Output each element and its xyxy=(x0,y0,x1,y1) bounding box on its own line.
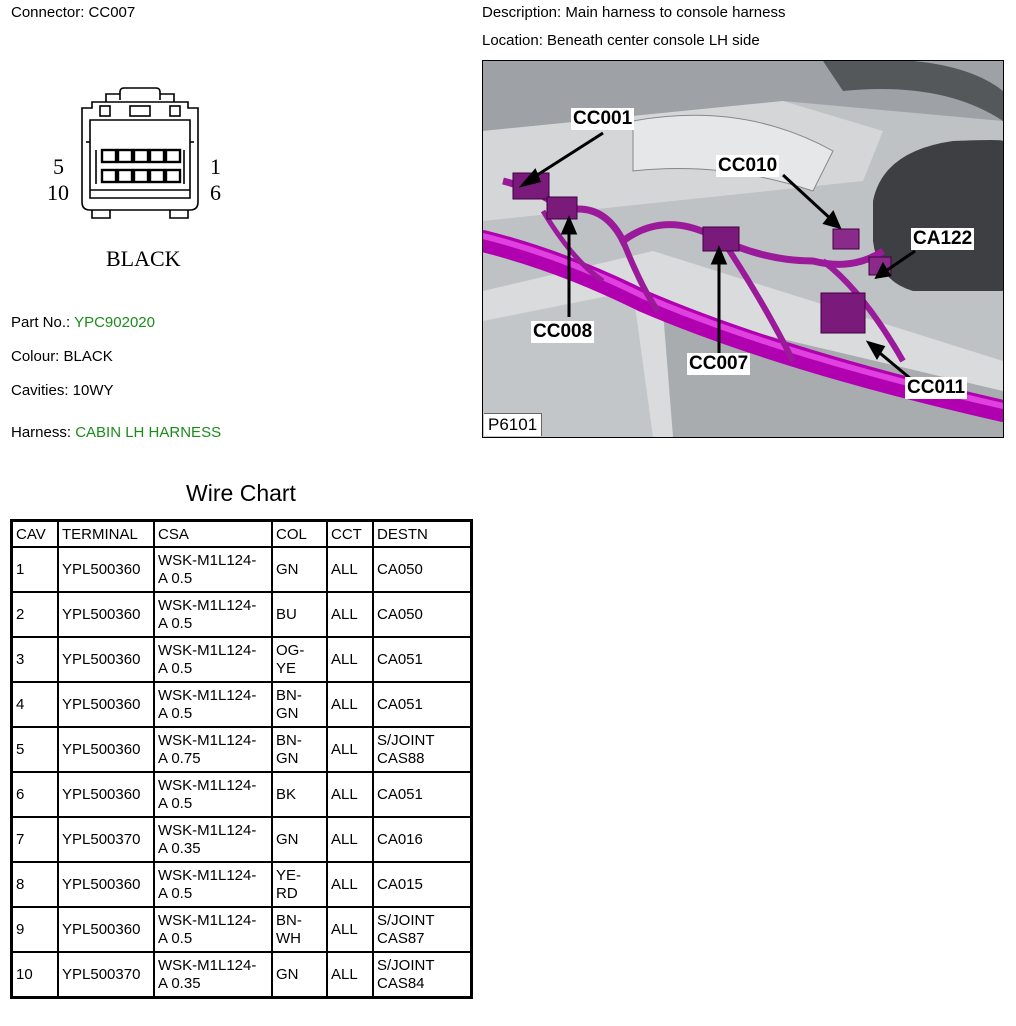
cell-destn: CA016 xyxy=(373,817,472,862)
callout-cc001: CC001 xyxy=(573,108,633,129)
cell-cct: ALL xyxy=(327,637,373,682)
cell-terminal: YPL500360 xyxy=(58,772,154,817)
header-csa: CSA xyxy=(154,521,272,548)
cell-csa: WSK-M1L124- A 0.5 xyxy=(154,637,272,682)
cell-terminal: YPL500360 xyxy=(58,907,154,952)
cell-cav: 1 xyxy=(12,547,59,592)
cell-cct: ALL xyxy=(327,547,373,592)
cell-terminal: YPL500360 xyxy=(58,592,154,637)
cell-cct: ALL xyxy=(327,772,373,817)
cell-csa: WSK-M1L124- A 0.35 xyxy=(154,952,272,998)
pin-number-6: 6 xyxy=(210,180,221,205)
cell-terminal: YPL500370 xyxy=(58,817,154,862)
cell-destn: CA051 xyxy=(373,637,472,682)
callout-ca122: CA122 xyxy=(913,228,973,249)
header-cav: CAV xyxy=(12,521,59,548)
cell-destn: CA050 xyxy=(373,592,472,637)
callout-cc008: CC008 xyxy=(533,321,593,342)
part-number-label: Part No.: xyxy=(11,314,71,331)
description-label: Description: Main harness to console harness xyxy=(482,4,786,21)
cell-cav: 7 xyxy=(12,817,59,862)
cell-cav: 2 xyxy=(12,592,59,637)
cell-terminal: YPL500360 xyxy=(58,547,154,592)
cell-cav: 5 xyxy=(12,727,59,772)
cell-csa: WSK-M1L124- A 0.5 xyxy=(154,592,272,637)
cell-terminal: YPL500360 xyxy=(58,682,154,727)
location-label: Location: Beneath center console LH side xyxy=(482,32,760,49)
callout-cc007: CC007 xyxy=(689,353,749,374)
cell-cav: 10 xyxy=(12,952,59,998)
cell-csa: WSK-M1L124- A 0.5 xyxy=(154,907,272,952)
cell-terminal: YPL500360 xyxy=(58,727,154,772)
header-terminal: TERMINAL xyxy=(58,521,154,548)
header-cct: CCT xyxy=(327,521,373,548)
table-row xyxy=(12,772,472,817)
cell-cav: 9 xyxy=(12,907,59,952)
colour-label: Colour: BLACK xyxy=(11,348,113,365)
cavities-label: Cavities: 10WY xyxy=(11,382,114,399)
wire-chart-body xyxy=(12,547,472,998)
cell-col: BU xyxy=(272,592,327,637)
wire-chart-title: Wire Chart xyxy=(186,480,296,506)
callout-cc011: CC011 xyxy=(907,377,966,398)
cell-col: BN- GN xyxy=(272,682,327,727)
cell-cct: ALL xyxy=(327,592,373,637)
cell-csa: WSK-M1L124- A 0.5 xyxy=(154,862,272,907)
cell-csa: WSK-M1L124- A 0.75 xyxy=(154,727,272,772)
cell-cct: ALL xyxy=(327,907,373,952)
table-row xyxy=(12,682,472,727)
cell-destn: CA015 xyxy=(373,862,472,907)
location-photo xyxy=(482,60,1004,438)
cell-csa: WSK-M1L124- A 0.5 xyxy=(154,547,272,592)
cell-cav: 4 xyxy=(12,682,59,727)
table-row xyxy=(12,547,472,592)
cell-cav: 8 xyxy=(12,862,59,907)
cell-terminal: YPL500360 xyxy=(58,637,154,682)
part-number-line xyxy=(11,314,155,331)
cell-col: OG- YE xyxy=(272,637,327,682)
cell-cct: ALL xyxy=(327,682,373,727)
pin-number-5: 5 xyxy=(53,154,64,179)
cell-destn: CA051 xyxy=(373,772,472,817)
cell-col: BN- GN xyxy=(272,727,327,772)
photo-id-label: P6101 xyxy=(484,413,542,436)
pin-number-1: 1 xyxy=(210,154,221,179)
cell-destn: S/JOINT CAS84 xyxy=(373,952,472,998)
cell-col: YE- RD xyxy=(272,862,327,907)
table-row xyxy=(12,907,472,952)
cell-destn: S/JOINT CAS87 xyxy=(373,907,472,952)
table-row xyxy=(12,592,472,637)
cell-col: BK xyxy=(272,772,327,817)
header-destn: DESTN xyxy=(373,521,472,548)
part-number-value[interactable]: YPC902020 xyxy=(74,314,155,331)
cell-col: GN xyxy=(272,547,327,592)
cell-destn: CA051 xyxy=(373,682,472,727)
pin-number-10: 10 xyxy=(47,180,69,205)
harness-line xyxy=(11,424,221,441)
connector-color-text: BLACK xyxy=(106,246,181,271)
table-row xyxy=(12,952,472,998)
connector-label: Connector: CC007 xyxy=(11,4,136,21)
cell-csa: WSK-M1L124- A 0.5 xyxy=(154,682,272,727)
cell-cav: 6 xyxy=(12,772,59,817)
cell-cav: 3 xyxy=(12,637,59,682)
cell-cct: ALL xyxy=(327,952,373,998)
cell-cct: ALL xyxy=(327,727,373,772)
header-col: COL xyxy=(272,521,327,548)
harness-value[interactable]: CABIN LH HARNESS xyxy=(75,424,222,441)
cell-col: GN xyxy=(272,952,327,998)
cell-destn: CA050 xyxy=(373,547,472,592)
wire-chart-table xyxy=(10,519,473,999)
cell-terminal: YPL500360 xyxy=(58,862,154,907)
cell-col: GN xyxy=(272,817,327,862)
table-row xyxy=(12,817,472,862)
cell-destn: S/JOINT CAS88 xyxy=(373,727,472,772)
harness-label: Harness: xyxy=(11,424,72,441)
table-header-row xyxy=(12,521,472,548)
callout-cc010: CC010 xyxy=(718,155,778,176)
table-row xyxy=(12,727,472,772)
cell-col: BN- WH xyxy=(272,907,327,952)
cell-csa: WSK-M1L124- A 0.5 xyxy=(154,772,272,817)
cell-cct: ALL xyxy=(327,817,373,862)
cell-terminal: YPL500370 xyxy=(58,952,154,998)
table-row xyxy=(12,862,472,907)
cell-csa: WSK-M1L124- A 0.35 xyxy=(154,817,272,862)
table-row xyxy=(12,637,472,682)
cell-cct: ALL xyxy=(327,862,373,907)
